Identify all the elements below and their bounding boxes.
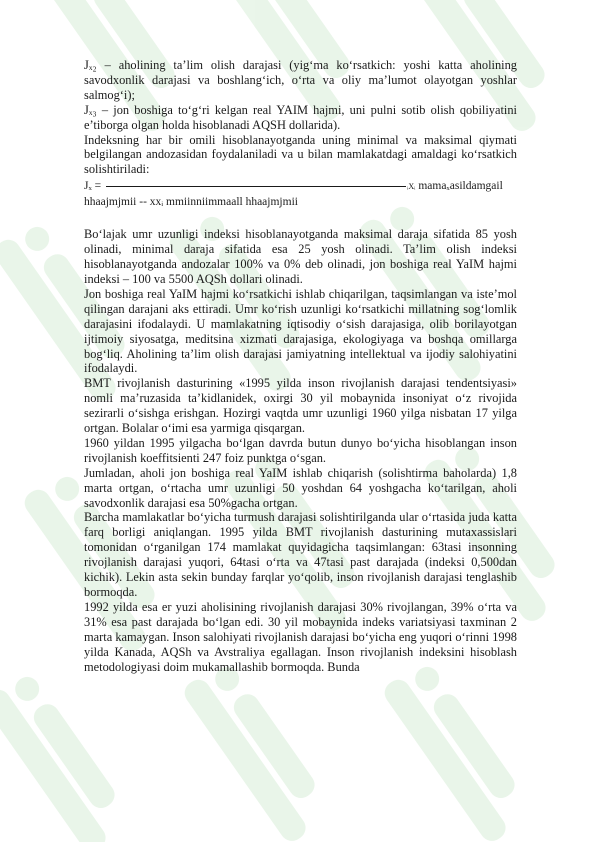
paragraph: Barcha mamlakatlar bo‘yicha turmush darajasi solishtirilganda ular o‘rtasida juda katta farq borligi aniqlangan. 1995 yilda BMT rivojlanish dasturining mutaxassislari tomonidan o‘rganilgan 174 mamlakat quyidagicha taqsimlangan: 63tasi insonning rivojlanish darajasi yuqori, 64tasi o‘rta va 47tasi past darajada (indeksi 0,500dan kichik). Lekin asta sekin bunday farqlar yo‘qolib, inson rivojlanish darajasi tenglashib bormoqda. [84, 510, 517, 599]
paragraph: Jumladan, aholi jon boshiga real YaIM ishlab chiqarish (solishtirma baholarda) 1,8 marta ortgan, o‘rtacha umr uzunligi 50 yoshdan 64 yoshgacha ko‘tarilgan, aholi savodxonlik darajasi esa 50%gacha ortgan. [84, 465, 517, 510]
formula-denominator: hhaajmjmii -- xxᵢ mmiinniimmaall hhaajmjmii [84, 196, 298, 209]
paragraph: 1960 yildan 1995 yilgacha bo‘lgan davrda butun dunyo bo‘yicha hisoblangan inson rivojlanish koeffitsienti 247 foiz punktga o‘sgan. [84, 435, 517, 465]
paragraph: Bo‘lajak umr uzunligi indeksi hisoblanayotganda maksimal daraja sifatida 85 yosh olinadi, minimal daraja sifatida esa 25 yosh olinadi. Ta’lim olish indeksi hisoblanayotganda andozalar 100% va 0% deb olinadi, jon boshiga real YaIM hajmi indeksi – 100 va 5500 AQSh dollari olinadi. [84, 227, 517, 286]
paragraph: BMT rivojlanish dasturining «1995 yilda inson rivojlanish darajasi tendentsiyasi» nomli ma’ruzasida ta’kidlanidek, oxirgi 30 yil mobaynida insoniyat o‘z rivojida sezirarli o‘sishga erishgan. Hozirgi vaqtda umr uzunligi 1960 yilga nisbatan 17 yilga ortgan. Bolalar o‘imi esa yarmiga qisqargan. [84, 376, 517, 436]
document-page [84, 58, 517, 674]
formula-left: Jₓ = [84, 180, 105, 193]
paragraph: Jₓ₃ – jon boshiga to‘g‘ri kelgan real YAIM hajmi, uni pulni sotib olish qobiliyatini e’tiborga olgan holda hisoblanadi AQSH dollarida). [84, 102, 517, 132]
paragraph: Jon boshiga real YaIM hajmi ko‘rsatkichi ishlab chiqarilgan, taqsimlangan va iste’mol qilingan darajani aks ettiradi. Umr ko‘rish uzunligi ko‘rsatkichi millatning sog‘lomlik darajasini ifodalaydi. U mamlakatning iqtisodiy o‘sish darajasiga, olib borilayotgan ijtimoiy siyosatga, meditsina xizmati darajasiga, ekologiyaga va boshqa omillarga bog‘liq. Aholining ta’lim olish darajasi jamiyatning intellektual va ijodiy salohiyatini ifodalaydi. [84, 286, 517, 376]
paragraph: 1992 yilda esa er yuzi aholisining rivojlanish darajasi 30% rivojlangan, 39% o‘rta va 31% esa past darajada bo‘lgan edi. 30 yil mobaynida indeks variatsiyasi taxminan 2 marta kamaygan. Inson salohiyati rivojlanish darajasi bo‘yicha eng yuqori o‘rinni 1998 yilda Kanada, AQSh va Avstraliya egallagan. Inson rivojlanish indeksini hisoblash metodologiyasi doim mukamallashib bormoqda. Bunda [84, 599, 517, 674]
fraction-line [106, 186, 406, 187]
paragraph: Jₓ₂ – aholining ta’lim olish darajasi (yig‘ma ko‘rsatkich: yoshi katta aholining savodxonlik darajasi va boshlang‘ich, o‘rta va oliy ma’lumot olayotgan yoshlar salmog‘i); [84, 58, 517, 102]
formula-numerator: mamaₓasildamgail [418, 180, 503, 193]
formula-sub: ᵢXᵢ [407, 182, 416, 192]
index-formula [84, 177, 517, 213]
paragraph: Indeksning har bir omili hisoblanayotganda uning minimal va maksimal qiymati belgilangan andozasidan foydalaniladi va u bilan mamlakatdagi amaldagi ko‘rsatkich solishtiriladi: [84, 132, 517, 177]
